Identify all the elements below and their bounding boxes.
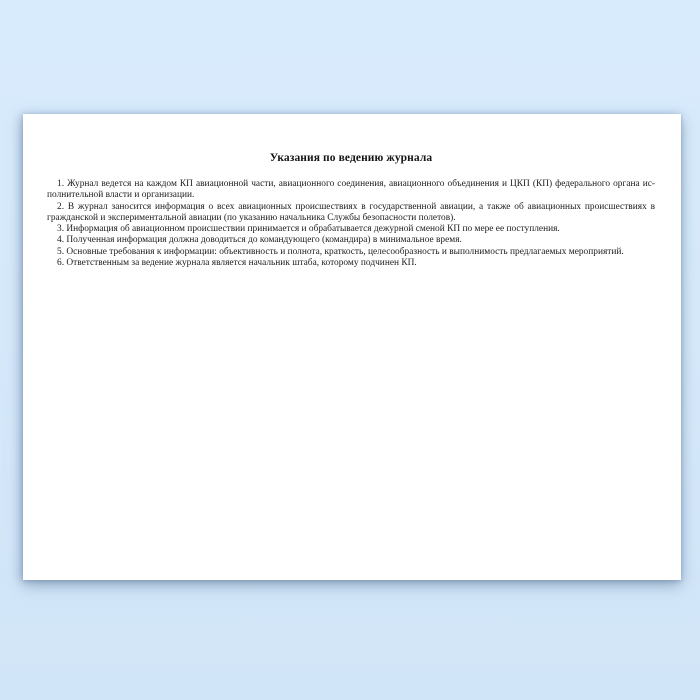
instruction-item-3: 3. Информация об авиационном происшествии принимается и обрабатывается дежурной сменой КП по мере ее поступления. xyxy=(57,224,560,235)
instruction-item-1: 1. Журнал ведется на каждом КП авиационной части, авиационного соединения, авиационного объединения и ЦКП (КП) федерального органа исполнительной власти и организации. xyxy=(47,179,655,201)
instruction-item-6: 6. Ответственным за ведение журнала является начальник штаба, которому подчинен КП. xyxy=(57,258,417,269)
instruction-item-5: 5. Основные требования к информации: объективность и полнота, краткость, целесообразность и выполнимость предлагаемых мероприятий. xyxy=(57,246,624,257)
document-title: Указания по ведению журнала xyxy=(269,152,433,164)
instruction-item-4: 4. Полученная информация должна доводиться до командующего (командира) в минимальное время. xyxy=(57,235,462,246)
document-body xyxy=(47,179,655,269)
document-page xyxy=(23,114,681,580)
instruction-item-2: 2. В журнал заносится информация о всех авиационных происшествиях в государственной авиации, а также об авиационных происшествиях в гражданской и экспериментальной авиации (по указанию начальника Службы безопасности полетов). xyxy=(47,201,655,223)
